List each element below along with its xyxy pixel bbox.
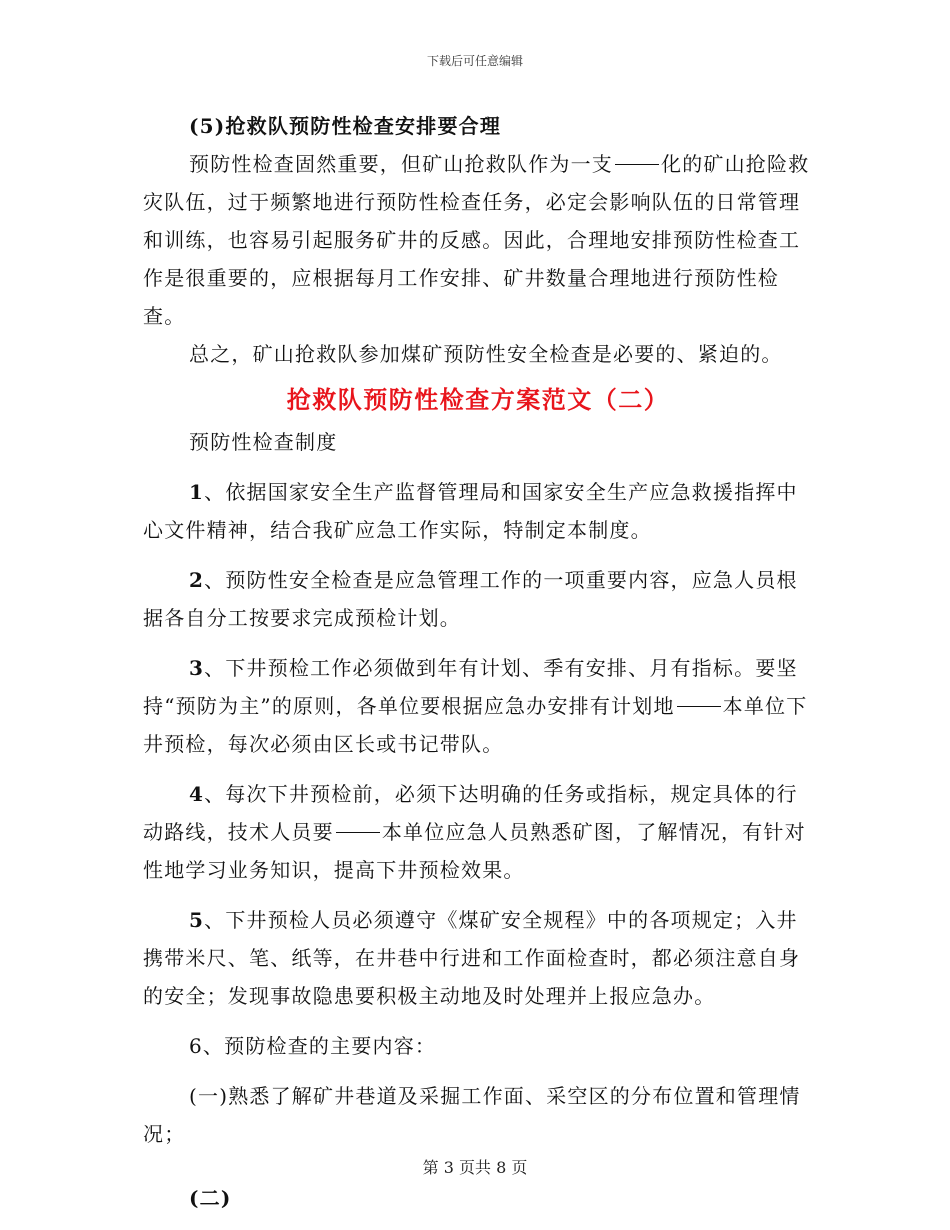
fill-blank <box>677 705 721 707</box>
page-number: 第 3 页共 8 页 <box>422 1158 528 1177</box>
item-text: 、预防性安全检查是应急管理工作的一项重要内容，应急人员根据各自分工按要求完成预检计划。 <box>143 568 798 630</box>
item-number: 3 <box>189 656 205 680</box>
sub-item: (一)熟悉了解矿井巷道及采掘工作面、采空区的分布位置和管理情况； <box>143 1084 801 1146</box>
item-number: 2 <box>189 568 205 592</box>
fill-blank <box>615 163 659 165</box>
paragraph: 总之，矿山抢救队参加煤矿预防性安全检查是必要的、紧迫的。 <box>189 342 783 366</box>
list-item <box>143 901 813 1015</box>
document-title: 抢救队预防性检查方案范文（二） <box>286 385 670 414</box>
sub-item: (二) <box>189 1186 232 1210</box>
item-number: 5 <box>189 908 205 932</box>
section-heading: (5)抢救队预防性检查安排要合理 <box>189 114 502 138</box>
paragraph-text: 预防性检查固然重要，但矿山抢救队作为一支 <box>189 152 613 176</box>
list-item <box>143 561 813 637</box>
subtitle: 预防性检查制度 <box>189 430 338 454</box>
page-header-note: 下载后可任意编辑 <box>426 54 523 68</box>
paragraph-text: 化的矿山抢险救灾队伍，过于频繁地进行预防性检查任务，必定会影响队伍的日常管理和训练，也容易引起服务矿井的反感。因此，合理地安排预防性检查工作是很重要的，应根据每月工作安排、矿井数量合理地进行预防性检查。 <box>143 152 810 328</box>
fill-blank <box>336 831 380 833</box>
document-body <box>143 107 813 1217</box>
list-item <box>143 775 813 889</box>
paragraph <box>143 145 813 335</box>
item-text: 、下井预检人员必须遵守《煤矿安全规程》中的各项规定；入井携带米尺、笔、纸等，在井巷中行进和工作面检查时，都必须注意自身的安全；发现事故隐患要积极主动地及时处理并上报应急办。 <box>143 908 801 1008</box>
item-number: 1 <box>189 480 205 504</box>
item-number: 4 <box>189 782 205 806</box>
item-text: 本单位应急人员熟悉矿图，了解情况，有针对性地学习业务知识，提高下井预检效果。 <box>143 820 806 882</box>
item-text: 、每次下井预检前，必须下达明确的任务或指标，规定具体的行动路线，技术人员要 <box>143 782 798 844</box>
list-item <box>143 473 813 549</box>
list-item <box>143 649 813 763</box>
list-item: 6、预防检查的主要内容： <box>189 1034 437 1058</box>
item-text: 、依据国家安全生产监督管理局和国家安全生产应急救援指挥中心文件精神，结合我矿应急工作实际，特制定本制度。 <box>143 480 798 542</box>
item-text: 、下井预检工作必须做到年有计划、季有安排、月有指标。要坚持“预防为主”的原则，各单位要根据应急办安排有计划地 <box>143 656 798 718</box>
item-text: 本单位下井预检，每次必须由区长或书记带队。 <box>143 694 808 756</box>
